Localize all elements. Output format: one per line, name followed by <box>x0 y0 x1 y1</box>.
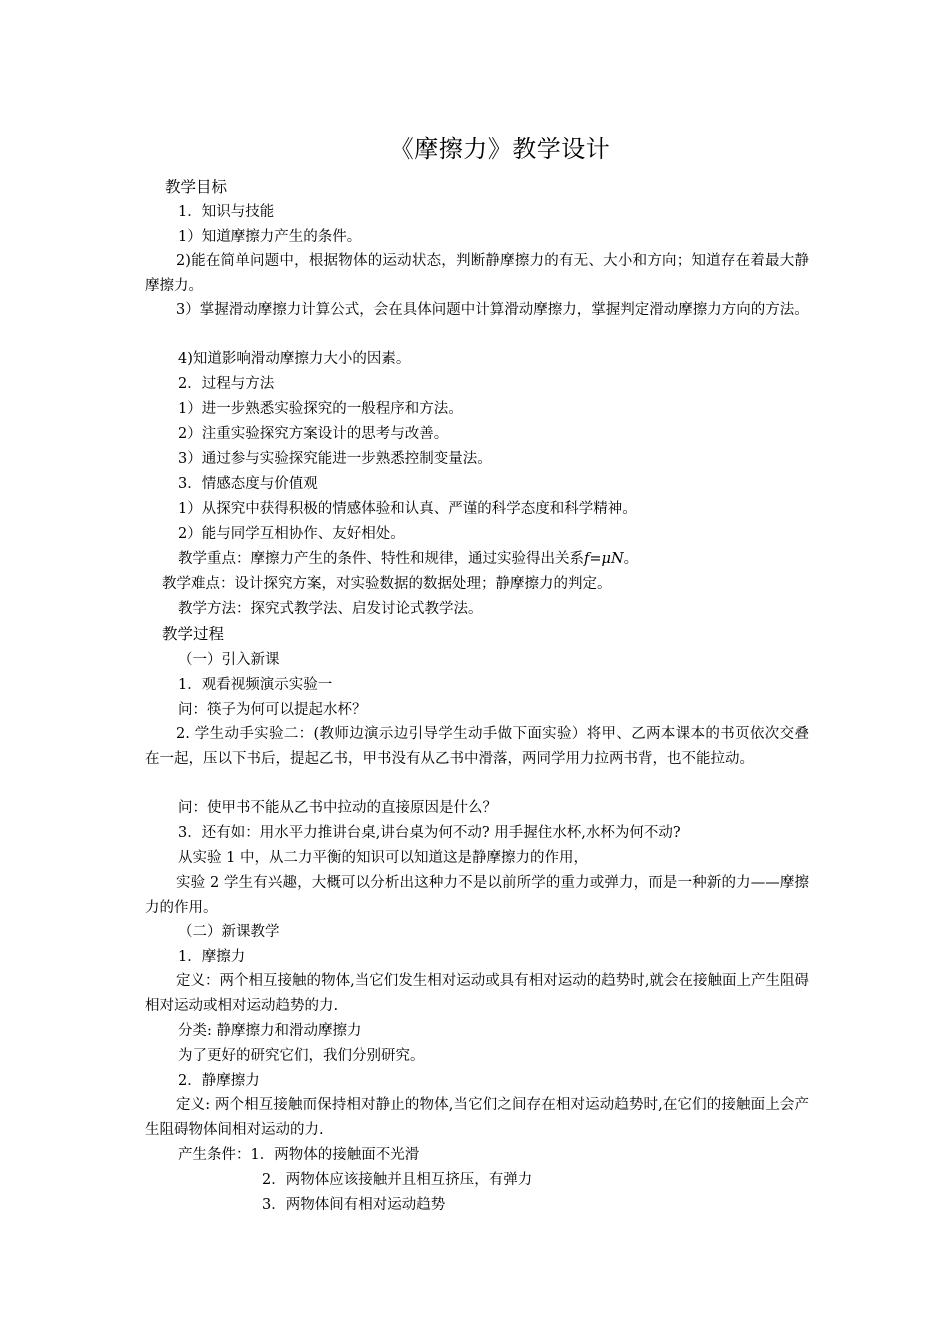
new-lesson-heading: （二）新课教学 <box>178 924 280 940</box>
intro-line-6: 从实验 1 中，从二力平衡的知识可以知道这是静摩擦力的作用， <box>178 850 588 866</box>
new-lesson-line-3: 分类: 静摩擦力和滑动摩擦力 <box>178 1023 362 1039</box>
key-point-formula: f=μN <box>584 551 624 567</box>
new-lesson-line-5: 2．静摩擦力 <box>178 1073 260 1089</box>
process-item-3: 3）通过参与实验探究能进一步熟悉控制变量法。 <box>178 451 492 467</box>
difficulty: 教学难点：设计探究方案，对实验数据的数据处理；静摩擦力的判定。 <box>162 576 612 592</box>
process-item-1: 1）进一步熟悉实验探究的一般程序和方法。 <box>178 401 463 417</box>
process-section-heading: 教学过程 <box>162 625 225 643</box>
new-lesson-line-9: 3．两物体间有相对运动趋势 <box>262 1197 446 1213</box>
knowledge-item-4: 4)知道影响滑动摩擦力大小的因素。 <box>178 351 411 367</box>
knowledge-item-3: 3）掌握滑动摩擦力计算公式，会在具体问题中计算滑动摩擦力，掌握判定滑动摩擦力方向的方法。 <box>176 302 809 318</box>
intro-line-1: 1．观看视频演示实验一 <box>178 677 333 693</box>
new-lesson-line-1: 1．摩擦力 <box>178 949 246 965</box>
key-point-suffix: 。 <box>623 551 639 567</box>
knowledge-item-1: 1）知道摩擦力产生的条件。 <box>178 229 362 245</box>
process-item-2: 2）注重实验探究方案设计的思考与改善。 <box>178 426 449 442</box>
key-point <box>145 547 809 572</box>
intro-line-4: 问：使甲书不能从乙书中拉动的直接原因是什么？ <box>178 800 497 816</box>
knowledge-heading: 1．知识与技能 <box>178 204 275 220</box>
intro-heading: （一）引入新课 <box>178 652 280 668</box>
new-lesson-line-6: 定义: 两个相互接触而保持相对静止的物体,当它们之间存在相对运动趋势时,在它们的接触面上会产生阻碍物体间相对运动的力. <box>145 1097 809 1138</box>
process-heading: 2．过程与方法 <box>178 376 275 392</box>
new-lesson-line-7: 产生条件：1．两物体的接触面不光滑 <box>178 1147 420 1163</box>
intro-line-5: 3．还有如：用水平力推讲台桌,讲台桌为何不动? 用手握住水杯,水杯为何不动? <box>178 825 681 841</box>
intro-line-7: 实验 2 学生有兴趣，大概可以分析出这种力不是以前所学的重力或弹力，而是一种新的力——摩擦力的作用。 <box>145 875 809 916</box>
attitude-item-2: 2）能与同学互相协作、友好相处。 <box>178 526 405 542</box>
new-lesson-line-2: 定义：两个相互接触的物体,当它们发生相对运动或具有相对运动的趋势时,就会在接触面上产生阻碍相对运动或相对运动趋势的力. <box>145 973 809 1014</box>
attitude-item-1: 1）从探究中获得积极的情感体验和认真、严谨的科学态度和科学精神。 <box>178 501 637 517</box>
teaching-method: 教学方法：探究式教学法、启发讨论式教学法。 <box>178 601 483 617</box>
new-lesson-line-4: 为了更好的研究它们，我们分别研究。 <box>178 1048 425 1064</box>
intro-line-3: 2. 学生动手实验二：(教师边演示边引导学生动手做下面实验）将甲、乙两本课本的书页依次交叠在一起，压以下书后，提起乙书，甲书没有从乙书中滑落，两同学用力拉两书背，也不能拉动。 <box>145 726 809 767</box>
document-title: 《摩擦力》教学设计 <box>389 135 611 163</box>
attitude-heading: 3．情感态度与价值观 <box>178 476 318 492</box>
knowledge-item-2: 2)能在简单问题中，根据物体的运动状态，判断静摩擦力的有无、大小和方向；知道存在着最大静摩擦力。 <box>145 253 809 294</box>
new-lesson-line-8: 2．两物体应该接触并且相互挤压，有弹力 <box>262 1172 533 1188</box>
intro-line-2: 问：筷子为何可以提起水杯？ <box>178 702 367 718</box>
objectives-heading: 教学目标 <box>165 178 228 196</box>
key-point-text: 教学重点：摩擦力产生的条件、特性和规律，通过实验得出关系 <box>178 551 584 567</box>
